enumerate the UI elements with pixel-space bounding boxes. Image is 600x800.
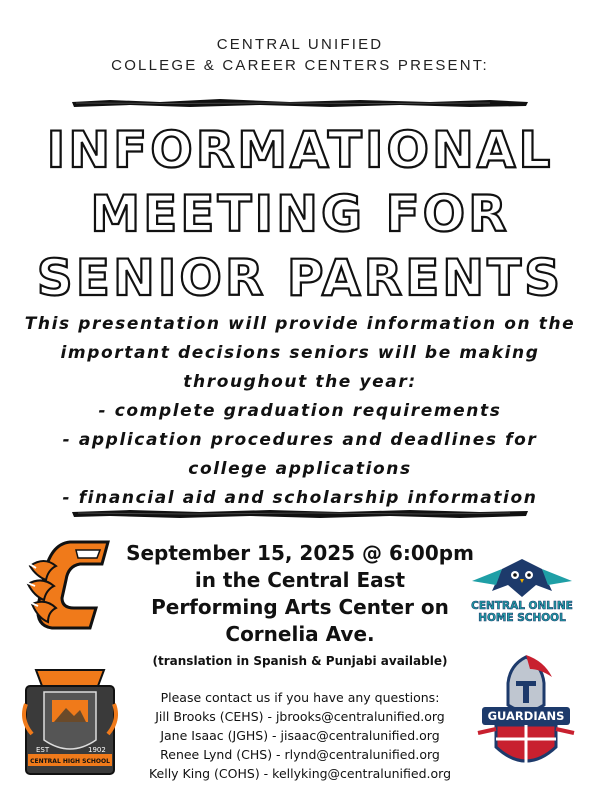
central-online-logo — [462, 555, 582, 627]
contact-person: Kelly King (COHS) - kellyking@centralunified.org — [148, 766, 452, 781]
description-line-3: throughout the year: — [183, 372, 417, 392]
contact-section — [110, 688, 490, 783]
contact-person: Jane Isaac (JGHS) - jisaac@centralunified.org — [160, 728, 440, 743]
contact-person: Jill Brooks (CEHS) - jbrooks@centralunified.org — [155, 709, 445, 724]
title-line-1: INFORMATIONAL — [46, 121, 554, 179]
title-line-2: MEETING FOR — [90, 185, 510, 243]
header-line-2: COLLEGE & CAREER CENTERS PRESENT: — [111, 57, 489, 74]
central-east-logo — [22, 536, 114, 632]
description-line-1: This presentation will provide information on the — [24, 314, 576, 334]
event-location-2: Performing Arts Center on — [151, 595, 449, 619]
guardians-text: GUARDIANS — [487, 709, 565, 723]
description-line-5: - application procedures and deadlines for — [62, 430, 538, 450]
seal-est: EST — [36, 746, 50, 754]
event-location-1: in the Central East — [194, 568, 406, 592]
title-line-3: SENIOR PARENTS — [36, 249, 564, 307]
header — [0, 34, 600, 76]
event-location-3: Cornelia Ave. — [225, 622, 375, 646]
header-line-1: CENTRAL UNIFIED — [216, 36, 384, 53]
description-line-7: - financial aid and scholarship information — [62, 488, 538, 508]
event-date-time: September 15, 2025 @ 6:00pm — [126, 541, 474, 565]
central-high-seal — [22, 660, 118, 784]
meeting-title — [0, 118, 600, 310]
description-line-4: - complete graduation requirements — [98, 401, 502, 421]
description-line-2: important decisions seniors will be making — [60, 343, 540, 363]
seal-year: 1902 — [88, 746, 106, 754]
translation-note: (translation in Spanish & Punjabi available) — [152, 654, 448, 668]
description — [20, 310, 580, 513]
seal-band-text: CENTRAL HIGH SCHOOL — [30, 758, 110, 765]
online-school-name-2: HOME SCHOOL — [478, 612, 566, 624]
event-details — [120, 540, 480, 648]
contact-person: Renee Lynd (CHS) - rlynd@centralunified.org — [160, 747, 440, 762]
top-divider — [70, 96, 530, 110]
bottom-divider — [70, 507, 530, 521]
online-school-name-1: CENTRAL ONLINE — [471, 600, 573, 612]
guardians-logo — [474, 655, 578, 777]
description-line-6: college applications — [188, 459, 412, 479]
contact-intro: Please contact us if you have any questions: — [160, 690, 440, 705]
